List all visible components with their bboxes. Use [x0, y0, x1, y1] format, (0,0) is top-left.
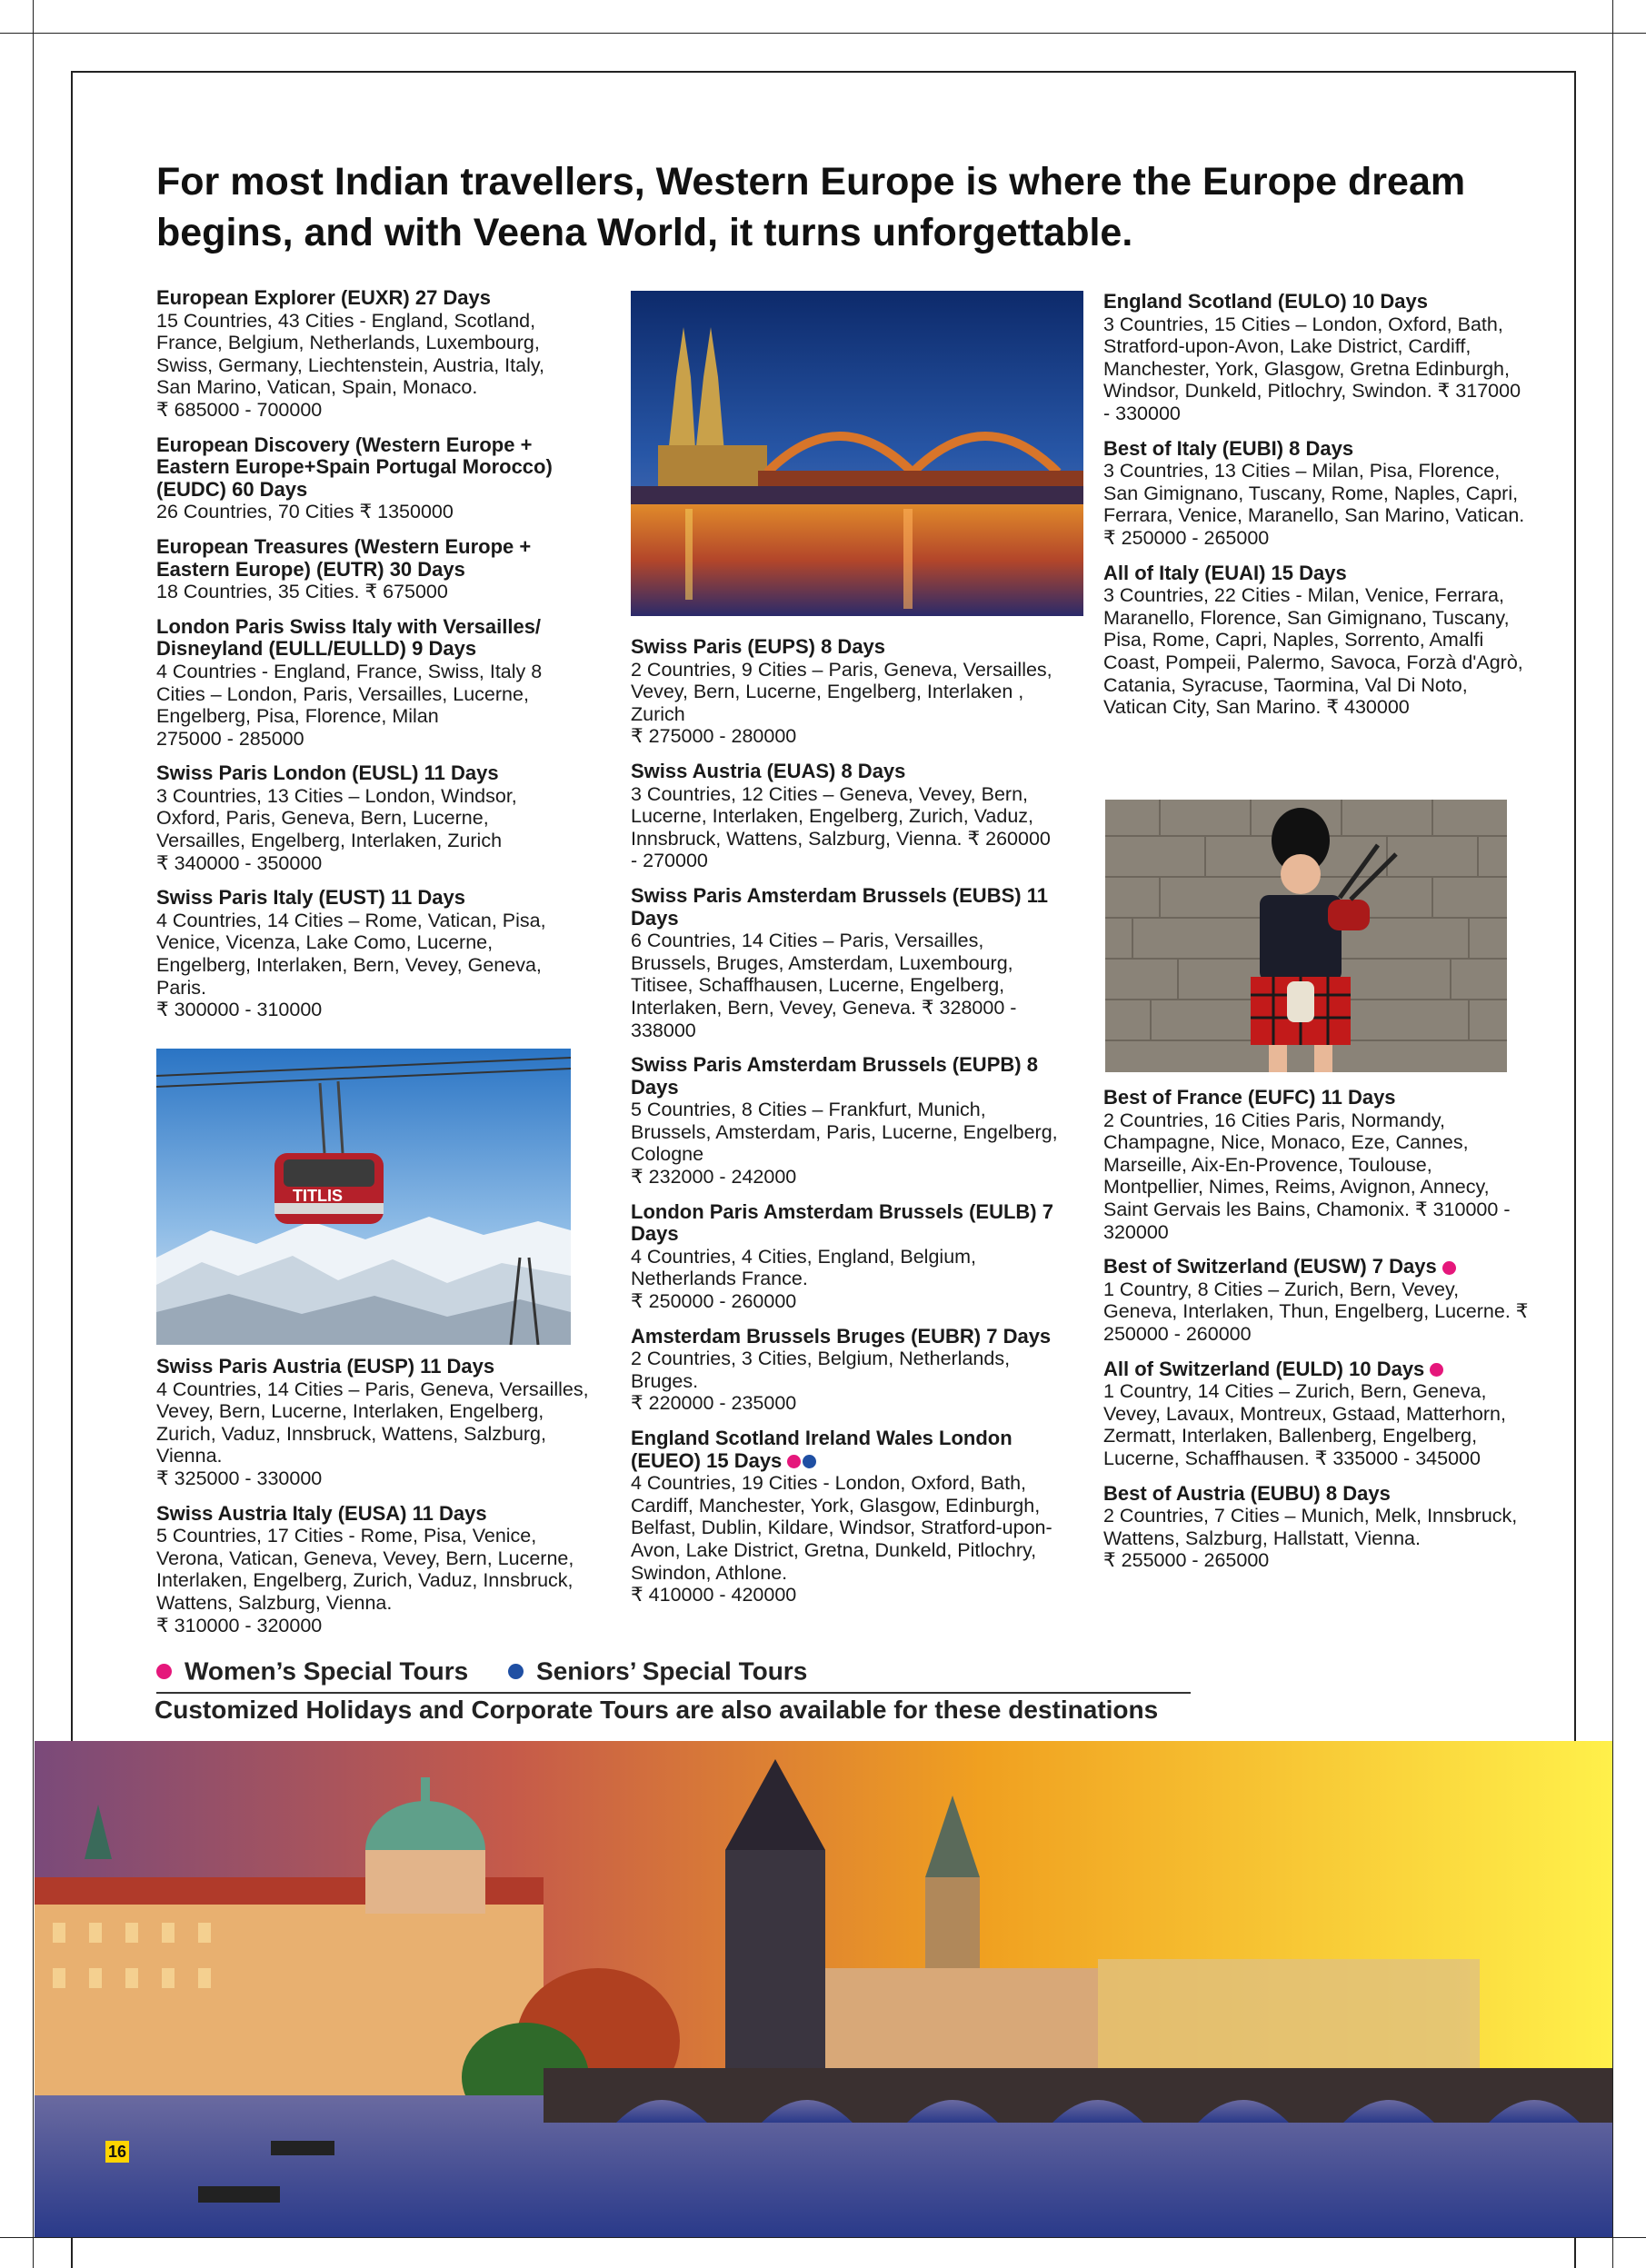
tour-price: ₹ 300000 - 310000 — [156, 999, 323, 1021]
right-column-lower — [1103, 1087, 1531, 1585]
middle-column — [631, 636, 1058, 1619]
tour-details: 4 Countries, 14 Cities – Paris, Geneva, Versailles, Vevey, Bern, Lucerne, Interlaken, Engelberg, Zurich, Vaduz, Innsbruck, Wattens, Salzburg, Vienna. — [156, 1378, 589, 1467]
tour-details: 4 Countries - England, France, Swiss, Italy 8 Cities – London, Paris, Versailles, Lucerne, Engelberg, Pisa, Florence, Milan — [156, 660, 543, 728]
tour-title: Swiss Paris London (EUSL) 11 Days — [156, 761, 499, 785]
seniors-tour-dot — [803, 1455, 816, 1468]
tour-title: Swiss Paris Amsterdam Brussels (EUPB) 8 Days — [631, 1053, 1038, 1099]
tour-title: Best of Austria (EUBU) 8 Days — [1103, 1481, 1391, 1505]
tour-details: 4 Countries, 4 Cities, England, Belgium, Netherlands France. — [631, 1245, 977, 1290]
tour-item — [156, 287, 574, 422]
seniors-legend-label: Seniors’ Special Tours — [536, 1656, 808, 1686]
tour-title: All of Switzerland (EULD) 10 Days — [1103, 1357, 1425, 1380]
tour-details: 18 Countries, 35 Cities. ₹ 675000 — [156, 581, 448, 603]
tour-item — [1103, 1358, 1531, 1470]
tour-details: 1 Country, 14 Cities – Zurich, Bern, Geneva, Vevey, Lavaux, Montreux, Gstaad, Matterhorn, Zermatt, Interlaken, Ballenberg, Engelberg, Lucerne, Schaffhausen. ₹ 335000 - 345000 — [1103, 1380, 1506, 1469]
tour-item — [156, 536, 574, 603]
tour-legend — [156, 1656, 807, 1686]
tour-item — [1103, 291, 1531, 425]
tour-item — [156, 762, 574, 874]
tour-details: 3 Countries, 13 Cities – London, Windsor, Oxford, Paris, Geneva, Bern, Lucerne, Versailles, Engelberg, Interlaken, Zurich — [156, 784, 517, 852]
tour-details: 3 Countries, 15 Cities – London, Oxford, Bath, Stratford-upon-Avon, Lake District, Cardiff, Manchester, York, Glasgow, Gretna Edinburgh, Windsor, Dunkeld, Pitlochry, Swindon. ₹ 317000 - 330000 — [1103, 313, 1521, 424]
tour-title: Swiss Paris (EUPS) 8 Days — [631, 635, 886, 658]
tour-details: 6 Countries, 14 Cities – Paris, Versailles, Brussels, Bruges, Amsterdam, Luxembourg, Titisee, Schaffhausen, Lucerne, Engelberg, Interlaken, Bern, Vevey, Geneva. ₹ 328000 - 338000 — [631, 930, 1017, 1041]
left-column — [156, 287, 574, 1034]
tour-details: 4 Countries, 19 Cities - London, Oxford, Bath, Cardiff, Manchester, York, Glasgow, Edinburgh, Belfast, Dublin, Kildare, Windsor, Stratford-upon-Avon, Lake District, Gretna, Dunkeld, Pitlochry, Swindon, Athlone. — [631, 1472, 1052, 1584]
tour-item — [631, 636, 1058, 748]
crop-mark — [33, 0, 34, 2268]
tour-price: ₹ 250000 - 260000 — [631, 1290, 797, 1313]
tour-title: European Discovery (Western Europe + Eastern Europe+Spain Portugal Morocco) (EUDC) 60 Days — [156, 433, 553, 501]
tour-price: ₹ 325000 - 330000 — [156, 1467, 323, 1489]
crop-mark — [0, 33, 1646, 34]
tour-title: England Scotland (EULO) 10 Days — [1103, 290, 1428, 313]
tour-item — [156, 1503, 593, 1637]
tour-title: England Scotland Ireland Wales London (EUEO) 15 Days — [631, 1427, 1013, 1472]
tour-price: 275000 - 285000 — [156, 727, 304, 750]
womens-legend-label: Women’s Special Tours — [185, 1656, 469, 1686]
tour-details: 3 Countries, 13 Cities – Milan, Pisa, Florence, San Gimignano, Tuscany, Rome, Naples, Capri, Ferrara, Venice, Maranello, San Marino, Vatican. — [1103, 460, 1525, 527]
tour-item — [631, 1201, 1058, 1313]
tour-item — [1103, 438, 1531, 550]
bagpiper-photo — [1105, 800, 1507, 1072]
tour-details: 26 Countries, 70 Cities ₹ 1350000 — [156, 501, 454, 523]
womens-tour-dot — [787, 1455, 801, 1468]
tour-title: Amsterdam Brussels Bruges (EUBR) 7 Days — [631, 1324, 1052, 1348]
tour-price: ₹ 232000 - 242000 — [631, 1166, 797, 1189]
tour-item — [156, 616, 574, 751]
cologne-cathedral-photo — [631, 291, 1083, 616]
tour-item — [156, 887, 574, 1021]
womens-tour-dot — [1430, 1363, 1443, 1377]
tour-item — [631, 1326, 1058, 1415]
tour-price: ₹ 255000 - 265000 — [1103, 1549, 1270, 1572]
cable-car-photo — [156, 1049, 571, 1345]
prague-panorama-photo — [35, 1741, 1612, 2237]
tour-item — [631, 761, 1058, 872]
tour-title: European Treasures (Western Europe + Eastern Europe) (EUTR) 30 Days — [156, 534, 532, 581]
left-column-lower — [156, 1356, 593, 1649]
tour-title: Best of Switzerland (EUSW) 7 Days — [1103, 1255, 1437, 1278]
tour-item — [156, 434, 574, 523]
tour-title: London Paris Amsterdam Brussels (EULB) 7 Days — [631, 1199, 1053, 1246]
tour-item — [631, 1427, 1058, 1606]
page-headline: For most Indian travellers, Western Europe is where the Europe dream begins, and with Veena World, it turns unforgettable. — [156, 160, 1466, 254]
tour-details: 2 Countries, 9 Cities – Paris, Geneva, Versailles, Vevey, Bern, Lucerne, Engelberg, Interlaken , Zurich — [631, 658, 1052, 725]
tour-title: Swiss Paris Amsterdam Brussels (EUBS) 11 Days — [631, 883, 1048, 930]
tour-item — [1103, 1087, 1531, 1243]
tour-title: European Explorer (EUXR) 27 Days — [156, 286, 492, 309]
tour-details: 2 Countries, 16 Cities Paris, Normandy, Champagne, Nice, Monaco, Eze, Cannes, Marseille, Aix-En-Provence, Toulouse, Montpellier, Nimes, Reims, Avignon, Annecy, Saint Gervais les Bains, Chamonix. ₹ 310000 - 320000 — [1103, 1109, 1511, 1243]
tour-details: 2 Countries, 7 Cities – Munich, Melk, Innsbruck, Wattens, Salzburg, Hallstatt, Vienna. — [1103, 1505, 1518, 1549]
tour-title: Swiss Paris Italy (EUST) 11 Days — [156, 886, 465, 910]
tour-details: 4 Countries, 14 Cities – Rome, Vatican, Pisa, Venice, Vicenza, Lake Como, Lucerne, Engelberg, Interlaken, Bern, Vevey, Geneva, Paris. — [156, 909, 546, 999]
tour-item — [631, 1054, 1058, 1189]
cable-car-sign: TITLIS — [293, 1187, 343, 1205]
tour-details: 3 Countries, 12 Cities – Geneva, Vevey, Bern, Lucerne, Interlaken, Engelberg, Zurich, Vaduz, Innsbruck, Wattens, Salzburg, Vienna. ₹ 260000 - 270000 — [631, 782, 1051, 872]
tour-details: 15 Countries, 43 Cities - England, Scotland, France, Belgium, Netherlands, Luxembourg, Swiss, Germany, Liechtenstein, Austria, Italy, San Marino, Vatican, Spain, Monaco. — [156, 309, 544, 399]
page-number: 16 — [105, 2141, 129, 2163]
tour-details: 5 Countries, 8 Cities – Frankfurt, Munich, Brussels, Amsterdam, Paris, Lucerne, Engelberg, Cologne — [631, 1099, 1058, 1166]
tour-title: London Paris Swiss Italy with Versailles/ Disneyland (EULL/EULLD) 9 Days — [156, 614, 542, 661]
right-column — [1103, 291, 1531, 731]
tour-title: Swiss Paris Austria (EUSP) 11 Days — [156, 1355, 495, 1378]
tour-price: ₹ 310000 - 320000 — [156, 1614, 323, 1636]
tour-title: Best of Italy (EUBI) 8 Days — [1103, 436, 1354, 460]
crop-mark — [1612, 0, 1613, 2268]
legend-divider — [156, 1692, 1191, 1694]
tour-price: ₹ 250000 - 265000 — [1103, 526, 1270, 549]
tour-details: 3 Countries, 22 Cities - Milan, Venice, Ferrara, Maranello, Florence, San Gimignano, Tuscany, Pisa, Rome, Capri, Naples, Sorrento, Amalfi Coast, Pompeii, Palermo, Savoca, Forzà d'Agrò, Catania, Syracuse, Taormina, Val Di Noto, Vatican City, San Marino. ₹ 430000 — [1103, 584, 1523, 719]
seniors-legend-dot — [508, 1664, 524, 1679]
tour-item — [1103, 562, 1531, 719]
tour-details: 2 Countries, 3 Cities, Belgium, Netherlands, Bruges. — [631, 1348, 1011, 1392]
tour-price: ₹ 410000 - 420000 — [631, 1584, 797, 1606]
tour-price: ₹ 340000 - 350000 — [156, 851, 323, 874]
tour-item — [1103, 1256, 1531, 1345]
custom-tours-note: Customized Holidays and Corporate Tours are also available for these destinations — [155, 1696, 1159, 1724]
womens-legend-dot — [156, 1664, 172, 1679]
tour-price: ₹ 275000 - 280000 — [631, 725, 797, 748]
tour-title: Best of France (EUFC) 11 Days — [1103, 1086, 1396, 1109]
tour-price: ₹ 220000 - 235000 — [631, 1392, 797, 1415]
tour-item — [156, 1356, 593, 1490]
tour-details: 1 Country, 8 Cities – Zurich, Bern, Vevey, Geneva, Interlaken, Thun, Engelberg, Lucerne. ₹ 250000 - 260000 — [1103, 1278, 1529, 1345]
tour-title: All of Italy (EUAI) 15 Days — [1103, 561, 1347, 584]
womens-tour-dot — [1442, 1261, 1456, 1275]
tour-item — [631, 885, 1058, 1041]
tour-title: Swiss Austria Italy (EUSA) 11 Days — [156, 1501, 487, 1525]
tour-details: 5 Countries, 17 Cities - Rome, Pisa, Venice, Verona, Vatican, Geneva, Vevey, Bern, Lucerne, Interlaken, Engelberg, Zurich, Vaduz, Innsbruck, Wattens, Salzburg, Vienna. — [156, 1525, 574, 1614]
tour-item — [1103, 1483, 1531, 1572]
tour-price: ₹ 685000 - 700000 — [156, 398, 323, 421]
tour-title: Swiss Austria (EUAS) 8 Days — [631, 759, 906, 782]
